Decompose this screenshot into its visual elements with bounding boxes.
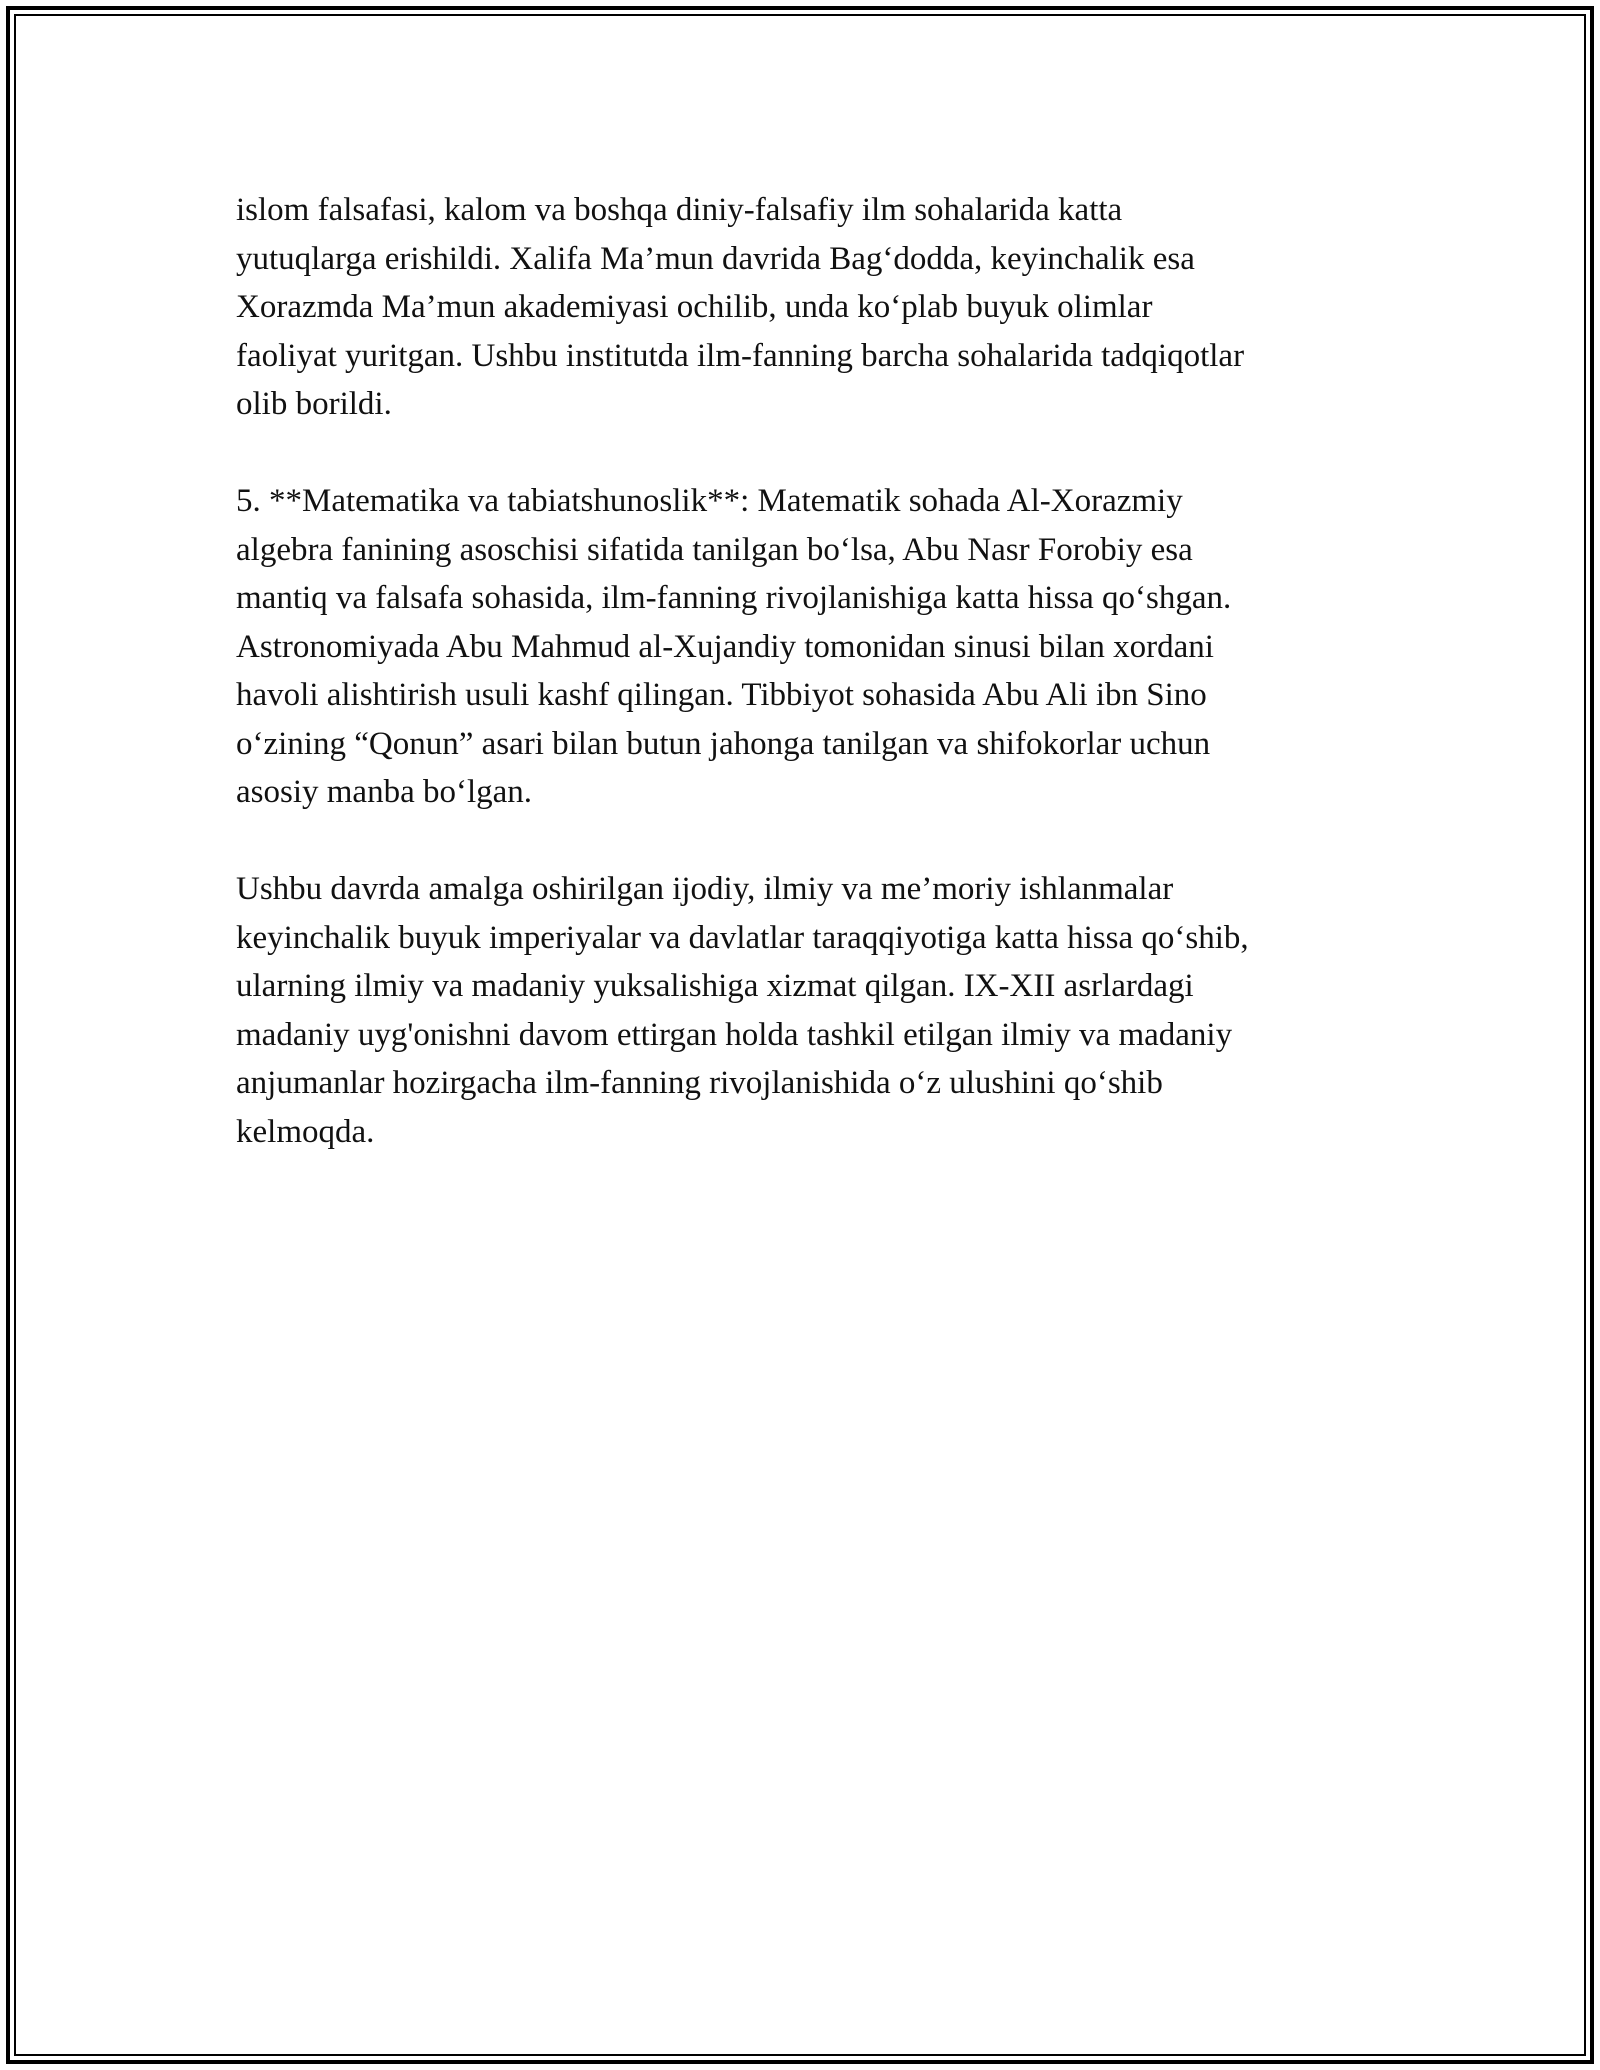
text-line: madaniy uyg'onishni davom ettirgan holda tashkil etilgan ilmiy va madaniy <box>236 1016 1233 1053</box>
text-line: olib borildi. <box>236 386 392 422</box>
text-line: o‘zining “Qonun” asari bilan butun jahonga tanilgan va shifokorlar uchun <box>236 725 1211 762</box>
text-line: Astronomiyada Abu Mahmud al-Xujandiy tomonidan sinusi bilan xordani <box>236 628 1214 665</box>
paragraph-2 <box>236 477 1376 817</box>
text-line: faoliyat yuritgan. Ushbu institutda ilm-fanning barcha sohalarida tadqiqotlar <box>236 337 1245 374</box>
text-line: anjumanlar hozirgacha ilm-fanning rivojlanishida o‘z ulushini qo‘shib <box>236 1065 1163 1101</box>
text-line: 5. **Matematika va tabiatshunoslik**: Matematik sohada Al-Xorazmiy <box>236 483 1183 519</box>
text-line: kelmoqda. <box>236 1113 375 1150</box>
text-line: islom falsafasi, kalom va boshqa diniy-falsafiy ilm sohalarida katta <box>236 192 1123 228</box>
document-body <box>236 186 1376 1205</box>
text-line: havoli alishtirish usuli kashf qilingan. Tibbiyot sohasida Abu Ali ibn Sino <box>236 677 1207 713</box>
text-line: Ushbu davrda amalga oshirilgan ijodiy, ilmiy va me’moriy ishlanmalar <box>236 871 1174 907</box>
text-line: yutuqlarga erishildi. Xalifa Ma’mun davrida Bag‘dodda, keyinchalik esa <box>236 240 1195 277</box>
paragraph-1 <box>236 186 1376 429</box>
paragraph-3 <box>236 865 1376 1156</box>
text-line: keyinchalik buyuk imperiyalar va davlatlar taraqqiyotiga katta hissa qo‘shib, <box>236 919 1249 956</box>
text-line: asosiy manba bo‘lgan. <box>236 774 533 810</box>
text-line: algebra fanining asoschisi sifatida tanilgan bo‘lsa, Abu Nasr Forobiy esa <box>236 531 1193 568</box>
text-line: Xorazmda Ma’mun akademiyasi ochilib, unda ko‘plab buyuk olimlar <box>236 289 1153 325</box>
text-line: mantiq va falsafa sohasida, ilm-fanning rivojlanishiga katta hissa qo‘shgan. <box>236 580 1232 616</box>
text-line: ularning ilmiy va madaniy yuksalishiga xizmat qilgan. IX-XII asrlardagi <box>236 968 1194 1004</box>
